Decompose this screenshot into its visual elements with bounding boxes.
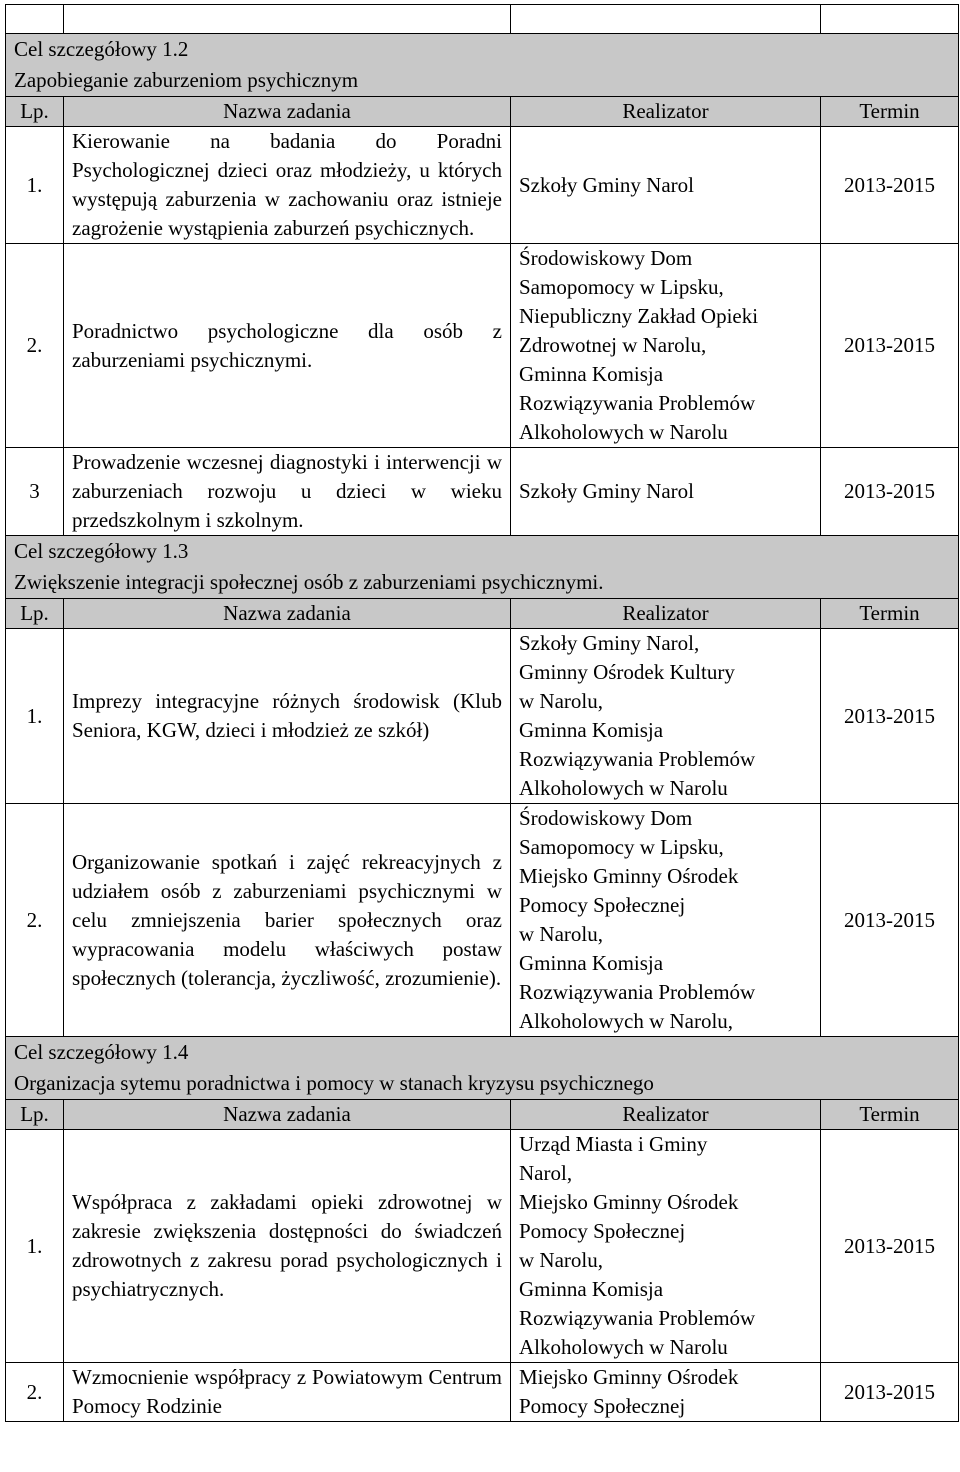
executor-line: Samopomocy w Lipsku, [519, 275, 724, 299]
task-name: Imprezy integracyjne różnych środowisk (Klub Seniora, KGW, dzieci i młodzież ze szkół) [64, 629, 511, 804]
executor-cell [511, 629, 821, 804]
executor-line: Alkoholowych w Narolu [519, 1335, 728, 1359]
blank-cell [511, 5, 821, 34]
executor-line: Niepubliczny Zakład Opieki [519, 304, 759, 328]
term-header: Termin [821, 97, 959, 127]
table-row [6, 448, 959, 536]
executor-line: Gminna Komisja [519, 718, 664, 742]
section-subtitle: Organizacja sytemu poradnictwa i pomocy w stanach kryzysu psychicznego [14, 1071, 654, 1095]
task-name: Kierowanie na badania do Poradni Psychologicznej dzieci oraz młodzieży, u których występują zaburzenia w zachowaniu oraz istnieje zagrożenie wystąpienia zaburzeń psychicznych. [64, 127, 511, 244]
section-heading [6, 1037, 959, 1100]
executor-line: Narol, [519, 1161, 573, 1185]
executor-cell [511, 244, 821, 448]
term-header: Termin [821, 1100, 959, 1130]
term-value: 2013-2015 [821, 127, 959, 244]
executor-line: w Narolu, [519, 689, 603, 713]
executor-cell [511, 127, 821, 244]
goals-table [5, 4, 959, 1422]
executor-line: Pomocy Społecznej [519, 893, 686, 917]
table-row [6, 629, 959, 804]
section-heading [6, 34, 959, 97]
executor-line: Alkoholowych w Narolu, [519, 1009, 734, 1033]
column-header-row [6, 599, 959, 629]
executor-cell [511, 804, 821, 1037]
column-header-row [6, 1100, 959, 1130]
blank-cell [821, 5, 959, 34]
section-subtitle: Zwiększenie integracji społecznej osób z zaburzeniami psychicznymi. [14, 570, 604, 594]
executor-line: Gminna Komisja [519, 951, 664, 975]
task-name: Współpraca z zakładami opieki zdrowotnej w zakresie zwiększenia dostępności do świadczeń zdrowotnych z zakresu porad psychologicznych i psychiatrycznych. [64, 1130, 511, 1363]
executor-line: Środowiskowy Dom [519, 246, 693, 270]
task-header: Nazwa zadania [64, 1100, 511, 1130]
task-name: Organizowanie spotkań i zajęć rekreacyjnych z udziałem osób z zaburzeniami psychicznymi w celu zmniejszenia barier społecznych oraz wypracowania modelu właściwych postaw społecznych (tolerancja, życzliwość, zrozumienie). [64, 804, 511, 1037]
task-header: Nazwa zadania [64, 97, 511, 127]
goals-table-body [6, 5, 959, 1422]
executor-line: Rozwiązywania Problemów [519, 747, 756, 771]
blank-cell [6, 5, 64, 34]
executor-line: Gminna Komisja [519, 362, 664, 386]
blank-top-row [6, 5, 959, 34]
executor-header: Realizator [511, 97, 821, 127]
section-heading-row [6, 34, 959, 97]
term-value: 2013-2015 [821, 244, 959, 448]
table-row [6, 1130, 959, 1363]
executor-line: Gminny Ośrodek Kultury [519, 660, 735, 684]
blank-cell [64, 5, 511, 34]
lp-header: Lp. [6, 97, 64, 127]
executor-line: Zdrowotnej w Narolu, [519, 333, 707, 357]
executor-cell [511, 448, 821, 536]
section-title: Cel szczegółowy 1.2 [14, 37, 189, 61]
executor-line: w Narolu, [519, 922, 603, 946]
task-header: Nazwa zadania [64, 599, 511, 629]
table-row [6, 127, 959, 244]
row-number: 1. [6, 629, 64, 804]
term-header: Termin [821, 599, 959, 629]
executor-line: Miejsko Gminny Ośrodek [519, 1190, 739, 1214]
executor-line: Rozwiązywania Problemów [519, 391, 756, 415]
row-number: 1. [6, 127, 64, 244]
executor-line: Rozwiązywania Problemów [519, 980, 756, 1004]
executor-line: Szkoły Gminy Narol [519, 172, 694, 197]
executor-header: Realizator [511, 1100, 821, 1130]
section-heading-row [6, 536, 959, 599]
task-name: Wzmocnienie współpracy z Powiatowym Centrum Pomocy Rodzinie [64, 1363, 511, 1422]
table-row [6, 244, 959, 448]
executor-line: Miejsko Gminny Ośrodek [519, 864, 739, 888]
executor-line: Miejsko Gminny Ośrodek [519, 1365, 739, 1389]
executor-line: Rozwiązywania Problemów [519, 1306, 756, 1330]
executor-line: Środowiskowy Dom [519, 806, 693, 830]
executor-cell [511, 1130, 821, 1363]
row-number: 2. [6, 804, 64, 1037]
lp-header: Lp. [6, 1100, 64, 1130]
row-number: 2. [6, 1363, 64, 1422]
task-name: Prowadzenie wczesnej diagnostyki i interwencji w zaburzeniach rozwoju u dzieci w wieku przedszkolnym i szkolnym. [64, 448, 511, 536]
term-value: 2013-2015 [821, 448, 959, 536]
section-heading-row [6, 1037, 959, 1100]
executor-header: Realizator [511, 599, 821, 629]
section-title: Cel szczegółowy 1.4 [14, 1040, 189, 1064]
term-value: 2013-2015 [821, 629, 959, 804]
table-row [6, 804, 959, 1037]
executor-line: Szkoły Gminy Narol [519, 479, 694, 503]
executor-line: w Narolu, [519, 1248, 603, 1272]
row-number: 2. [6, 244, 64, 448]
row-number: 1. [6, 1130, 64, 1363]
executor-line: Urząd Miasta i Gminy [519, 1132, 708, 1156]
executor-line: Pomocy Społecznej [519, 1219, 686, 1243]
term-value: 2013-2015 [821, 1363, 959, 1422]
column-header-row [6, 97, 959, 127]
row-number: 3 [6, 448, 64, 536]
executor-line: Pomocy Społecznej [519, 1394, 686, 1418]
task-name: Poradnictwo psychologiczne dla osób z zaburzeniami psychicznymi. [64, 244, 511, 448]
section-subtitle: Zapobieganie zaburzeniom psychicznym [14, 68, 359, 92]
section-title: Cel szczegółowy 1.3 [14, 539, 189, 563]
executor-line: Szkoły Gminy Narol, [519, 631, 700, 655]
table-row [6, 1363, 959, 1422]
executor-line: Alkoholowych w Narolu [519, 776, 728, 800]
section-heading [6, 536, 959, 599]
executor-line: Gminna Komisja [519, 1277, 664, 1301]
executor-cell [511, 1363, 821, 1422]
lp-header: Lp. [6, 599, 64, 629]
executor-line: Samopomocy w Lipsku, [519, 835, 724, 859]
term-value: 2013-2015 [821, 1130, 959, 1363]
term-value: 2013-2015 [821, 804, 959, 1037]
executor-line: Alkoholowych w Narolu [519, 420, 728, 444]
